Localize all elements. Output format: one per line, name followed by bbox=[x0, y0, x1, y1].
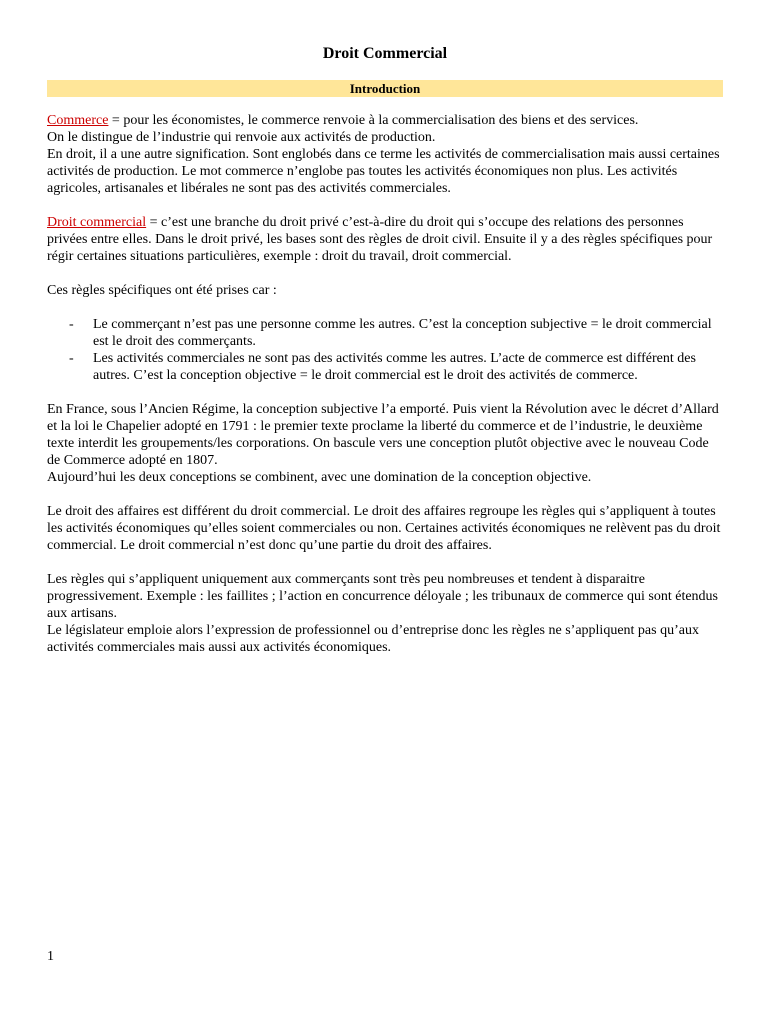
paragraph-droit-des-affaires: Le droit des affaires est différent du droit commercial. Le droit des affaires regroupe les règles qui s’appliquent à toutes les activités économiques qu’elles soient commerciales ou non. Certaines activités économiques ne relèvent pas du droit commercial. Le droit commercial n’est donc qu’une partie du droit des affaires. bbox=[47, 504, 721, 553]
list-item-text: Les activités commerciales ne sont pas des activités comme les autres. L’acte de commerce est différent des autres. C’est la conception objective = le droit commercial est le droit des activités de commerce. bbox=[93, 351, 696, 383]
list-dash: - bbox=[69, 317, 74, 332]
list-item-text: Le commerçant n’est pas une personne comme les autres. C’est la conception subjective = le droit commercial est le droit des commerçants. bbox=[93, 317, 712, 349]
paragraph-droit-commercial bbox=[47, 214, 723, 265]
term-droit-commercial: Droit commercial bbox=[47, 215, 147, 230]
conception-list bbox=[47, 316, 723, 384]
paragraph-commerce-line2: On le distingue de l’industrie qui renvoie aux activités de production. bbox=[47, 130, 436, 145]
term-commerce: Commerce bbox=[47, 113, 109, 128]
paragraph-commerce-line3: En droit, il a une autre signification. Sont englobés dans ce terme les activités de commercialisation mais aussi certaines activités de production. Le mot commerce n’englobe pas toutes les activités économiques non plus. Les activités agricoles, artisanales et libérales ne sont pas des activités commerciales. bbox=[47, 147, 720, 196]
list-item bbox=[47, 350, 723, 384]
paragraph-histoire-line2: Aujourd’hui les deux conceptions se combinent, avec une domination de la conception objective. bbox=[47, 470, 592, 485]
paragraph-histoire-line1: En France, sous l’Ancien Régime, la conception subjective l’a emporté. Puis vient la Révolution avec le décret d’Allard et la loi le Chapelier adopté en 1791 : le premier texte proclame la liberté du commerce et de l’industrie, le deuxième texte interdit les groupements/les corporations. On bascule vers une conception plutôt objective avec le nouveau Code de Commerce adopté en 1807. bbox=[47, 402, 719, 468]
page-number: 1 bbox=[47, 949, 54, 964]
paragraph-commerce-line1: = pour les économistes, le commerce renvoie à la commercialisation des biens et des services. bbox=[108, 113, 639, 128]
paragraph-regles-commercants-line1: Les règles qui s’appliquent uniquement aux commerçants sont très peu nombreuses et tendent à disparaitre progressivement. Exemple : les faillites ; l’action en concurrence déloyale ; les tribunaux de commerce qui sont étendus aux artisans. bbox=[47, 572, 718, 621]
list-item bbox=[47, 316, 723, 350]
paragraph-regles-commercants bbox=[47, 571, 723, 656]
paragraph-histoire bbox=[47, 401, 723, 486]
list-dash: - bbox=[69, 351, 74, 366]
paragraph-regles-specifiques: Ces règles spécifiques ont été prises car : bbox=[47, 283, 277, 298]
paragraph-droit-commercial-text: = c’est une branche du droit privé c’est-à-dire du droit qui s’occupe des relations des personnes privées entre elles. Dans le droit privé, les bases sont des règles de droit civil. Ensuite il y a des règles spécifiques pour régir certaines situations particulières, exemple : droit du travail, droit commercial. bbox=[47, 215, 713, 264]
document-page bbox=[47, 44, 723, 673]
paragraph-commerce bbox=[47, 112, 723, 197]
paragraph-regles-commercants-line2: Le législateur emploie alors l’expression de professionnel ou d’entreprise donc les règles ne s’appliquent pas qu’aux activités commerciales mais aussi aux activités économiques. bbox=[47, 623, 699, 655]
document-title: Droit Commercial bbox=[322, 45, 448, 62]
section-heading: Introduction bbox=[47, 80, 723, 97]
